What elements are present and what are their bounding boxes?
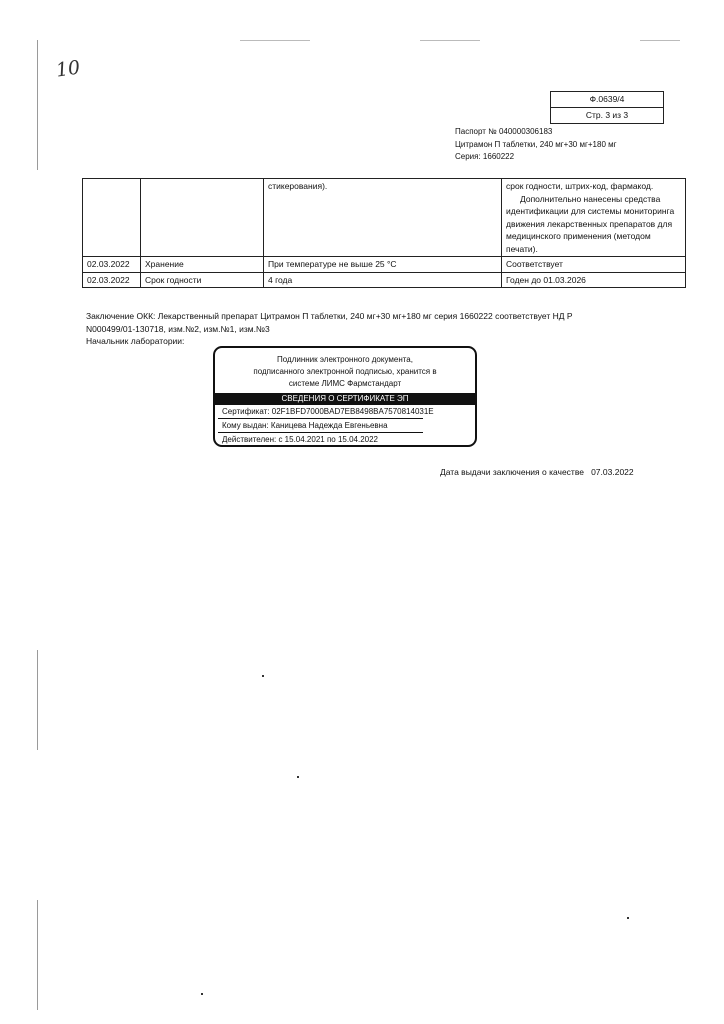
date-cell [83,179,141,257]
table-row [83,179,686,257]
stamp-notice-line: подписанного электронной подписью, хранится в [253,367,437,376]
parameter-cell [141,179,264,257]
scan-edge-line [37,40,38,170]
date-cell: 02.03.2022 [83,257,141,273]
parameter-cell: Хранение [141,257,264,273]
result-cell [502,179,686,257]
scan-top-line [240,40,310,41]
scan-edge-line [37,650,38,750]
certificate-validity: Действителен: с 15.04.2021 по 15.04.2022 [222,435,378,444]
result-cell: Годен до 01.03.2026 [502,272,686,288]
product-name: Цитрамон П таблетки, 240 мг+30 мг+180 мг [455,139,617,149]
scan-speck [201,993,203,995]
scan-speck [297,776,299,778]
certificate-number: Сертификат: 02F1BFD7000BAD7EB8498BA7570814031E [222,407,434,416]
head-of-lab-label: Начальник лаборатории: [86,336,185,346]
scan-edge-line [37,900,38,1010]
series-number: Серия: 1660222 [455,152,515,161]
issue-date-value: 07.03.2022 [591,467,634,477]
table-row [83,272,686,288]
scan-speck [627,917,629,919]
form-code-box [550,91,664,124]
requirement-cell: При температуре не выше 25 °С [264,257,502,273]
handwritten-page-number: 10 [54,56,82,82]
issue-date-line [440,467,634,477]
stamp-notice [215,348,475,390]
result-cell: Соответствует [502,257,686,273]
stamp-notice-line: Подлинник электронного документа, [277,355,413,364]
stamp-notice-line: системе ЛИМС Фармстандарт [288,379,402,388]
date-cell: 02.03.2022 [83,272,141,288]
page-indicator: Стр. 3 из 3 [551,107,663,123]
passport-number: Паспорт № 040000306183 [455,127,553,136]
qc-conclusion [86,310,586,348]
scan-top-line [640,40,680,41]
test-results-table [82,178,686,288]
table-row [83,257,686,273]
conclusion-text: Заключение ОКК: Лекарственный препарат Цитрамон П таблетки, 240 мг+30 мг+180 мг серия 1660222 соответствует НД Р N000499/01-130718, изм.№2, изм.№1, изм.№3 [86,311,573,334]
electronic-signature-stamp [213,346,477,447]
certificate-header: СВЕДЕНИЯ О СЕРТИФИКАТЕ ЭП [215,393,475,405]
requirement-cell: 4 года [264,272,502,288]
scan-top-line [420,40,480,41]
parameter-cell: Срок годности [141,272,264,288]
requirement-cell: стикерования). [264,179,502,257]
passport-block [455,126,617,164]
result-line: срок годности, штрих-код, фармакод. [506,181,654,191]
form-code: Ф.0639/4 [589,94,625,104]
issue-date-label: Дата выдачи заключения о качестве [440,467,584,477]
result-line: Дополнительно нанесены средства идентификации для системы мониторинга движения лекарственных препаратов для медицинского применения (методом печати). [506,193,675,254]
certificate-owner: Кому выдан: Каницева Надежда Евгеньевна [222,421,388,430]
scan-speck [262,675,264,677]
